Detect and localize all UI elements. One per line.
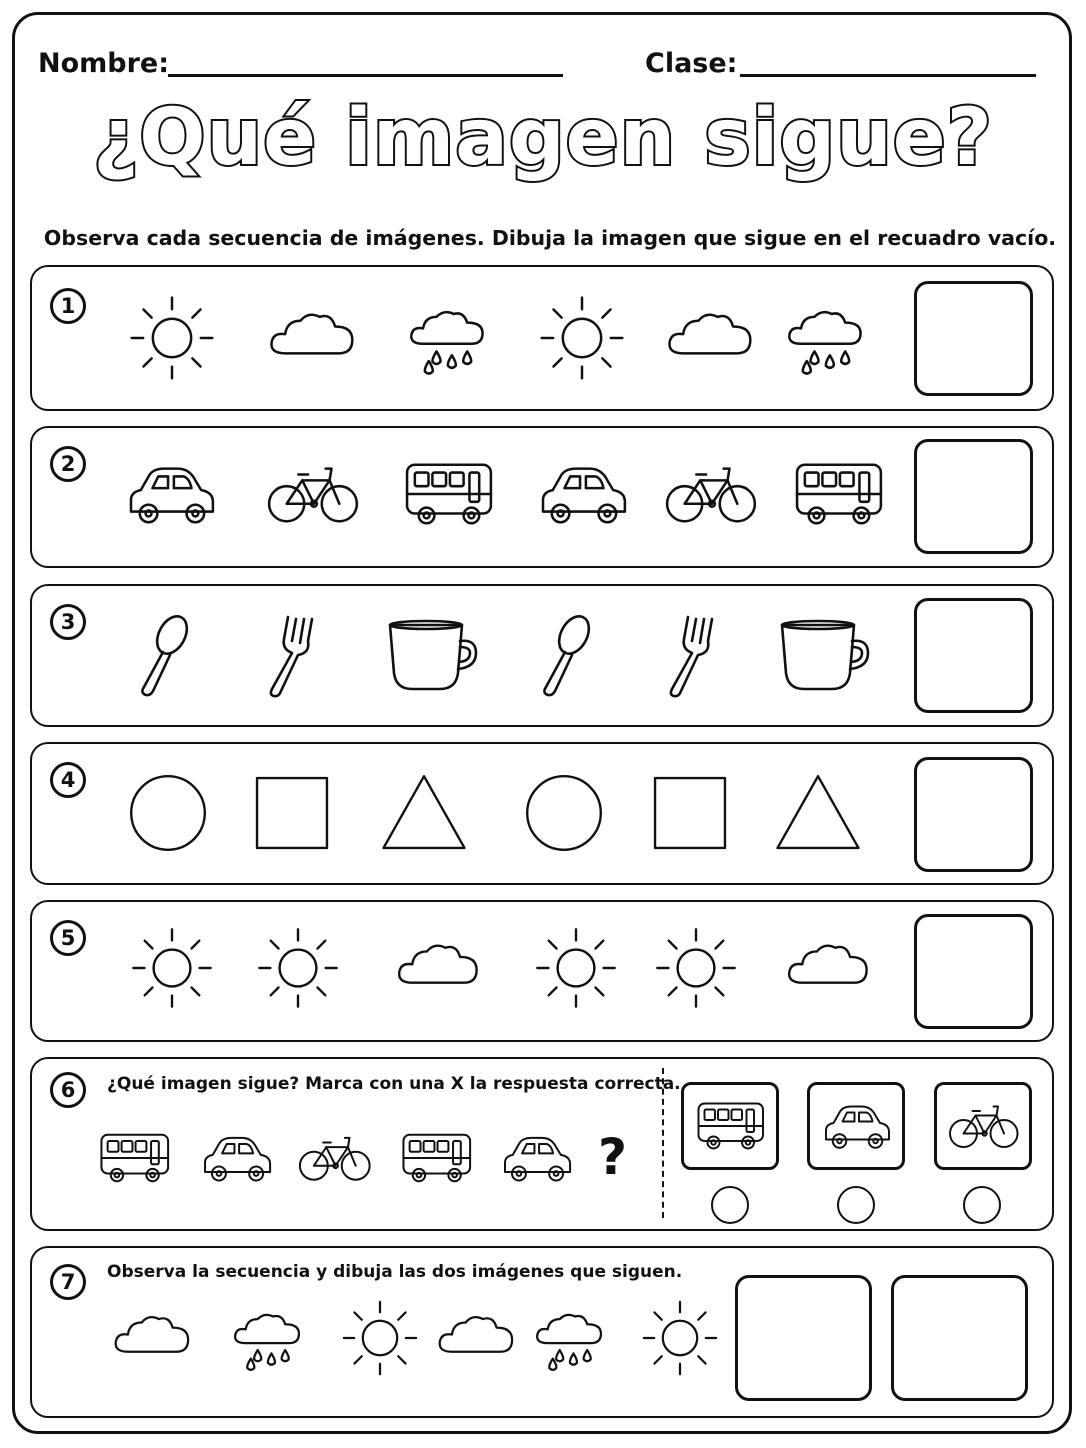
cloud-icon — [782, 930, 874, 1006]
answer-box-4[interactable] — [914, 757, 1033, 872]
bus-icon — [92, 1127, 176, 1189]
answer-box-3[interactable] — [914, 598, 1033, 713]
rain-cloud-icon — [778, 299, 874, 377]
triangle-shape-icon — [378, 772, 470, 854]
name-field[interactable] — [168, 62, 563, 77]
class-field[interactable] — [740, 62, 1036, 77]
bicycle-icon — [654, 455, 766, 533]
sun-icon — [534, 299, 630, 377]
answer-box-1[interactable] — [914, 281, 1033, 396]
rain-cloud-icon — [225, 1303, 311, 1373]
exercise-7-instructions: Observa la secuencia y dibuja las dos imágenes que siguen. — [107, 1262, 683, 1282]
worksheet-title: ¿Qué imagen sigue? — [93, 93, 993, 183]
exercise-number-2: 2 — [50, 446, 86, 482]
cloud-icon — [109, 1303, 195, 1373]
circle-shape-icon — [122, 772, 214, 854]
bicycle-icon — [292, 1127, 376, 1189]
sun-icon — [126, 930, 218, 1006]
square-shape-icon — [644, 772, 736, 854]
cloud-icon — [264, 299, 360, 377]
exercise-number-1: 1 — [50, 288, 86, 324]
exercise-number-3: 3 — [50, 604, 86, 640]
bicycle-icon — [943, 1096, 1023, 1156]
instructions-text: Observa cada secuencia de imágenes. Dibuja la imagen que sigue en el recuadro vacío. — [43, 226, 1057, 250]
spoon-icon — [110, 605, 210, 705]
fork-icon — [236, 605, 336, 705]
sun-icon — [637, 1303, 723, 1373]
triangle-shape-icon — [772, 772, 864, 854]
option-radio-car[interactable] — [837, 1186, 875, 1224]
car-icon — [114, 455, 226, 533]
cup-icon — [378, 605, 478, 705]
answer-box-2[interactable] — [914, 439, 1033, 554]
class-label: Clase: — [645, 48, 738, 79]
sun-icon — [124, 299, 220, 377]
exercise-number-6: 6 — [50, 1072, 86, 1108]
car-icon — [526, 455, 638, 533]
bus-icon — [394, 1127, 478, 1189]
spoon-icon — [512, 605, 612, 705]
name-label: Nombre: — [38, 48, 170, 79]
car-icon — [194, 1127, 278, 1189]
question-mark: ? — [598, 1128, 628, 1186]
rain-cloud-icon — [527, 1303, 613, 1373]
cup-icon — [770, 605, 870, 705]
rain-cloud-icon — [400, 299, 496, 377]
bicycle-icon — [256, 455, 368, 533]
option-radio-bus[interactable] — [711, 1186, 749, 1224]
cloud-icon — [433, 1303, 519, 1373]
car-icon — [494, 1127, 578, 1189]
answer-box-7b[interactable] — [891, 1275, 1028, 1401]
option-radio-bicycle[interactable] — [963, 1186, 1001, 1224]
sun-icon — [530, 930, 622, 1006]
sun-icon — [252, 930, 344, 1006]
fork-icon — [636, 605, 736, 705]
answer-box-5[interactable] — [914, 914, 1033, 1029]
exercise-number-5: 5 — [50, 920, 86, 956]
sun-icon — [337, 1303, 423, 1373]
cloud-icon — [392, 930, 484, 1006]
exercise-number-4: 4 — [50, 762, 86, 798]
answer-box-7a[interactable] — [735, 1275, 872, 1401]
car-icon — [816, 1096, 896, 1156]
sun-icon — [650, 930, 742, 1006]
exercise-number-7: 7 — [50, 1264, 86, 1300]
bus-icon — [690, 1096, 770, 1156]
exercise-6-instructions: ¿Qué imagen sigue? Marca con una X la respuesta correcta. — [107, 1074, 681, 1094]
cloud-icon — [662, 299, 758, 377]
square-shape-icon — [246, 772, 338, 854]
dashed-divider — [662, 1068, 664, 1218]
bus-icon — [782, 455, 894, 533]
bus-icon — [392, 455, 504, 533]
circle-shape-icon — [518, 772, 610, 854]
